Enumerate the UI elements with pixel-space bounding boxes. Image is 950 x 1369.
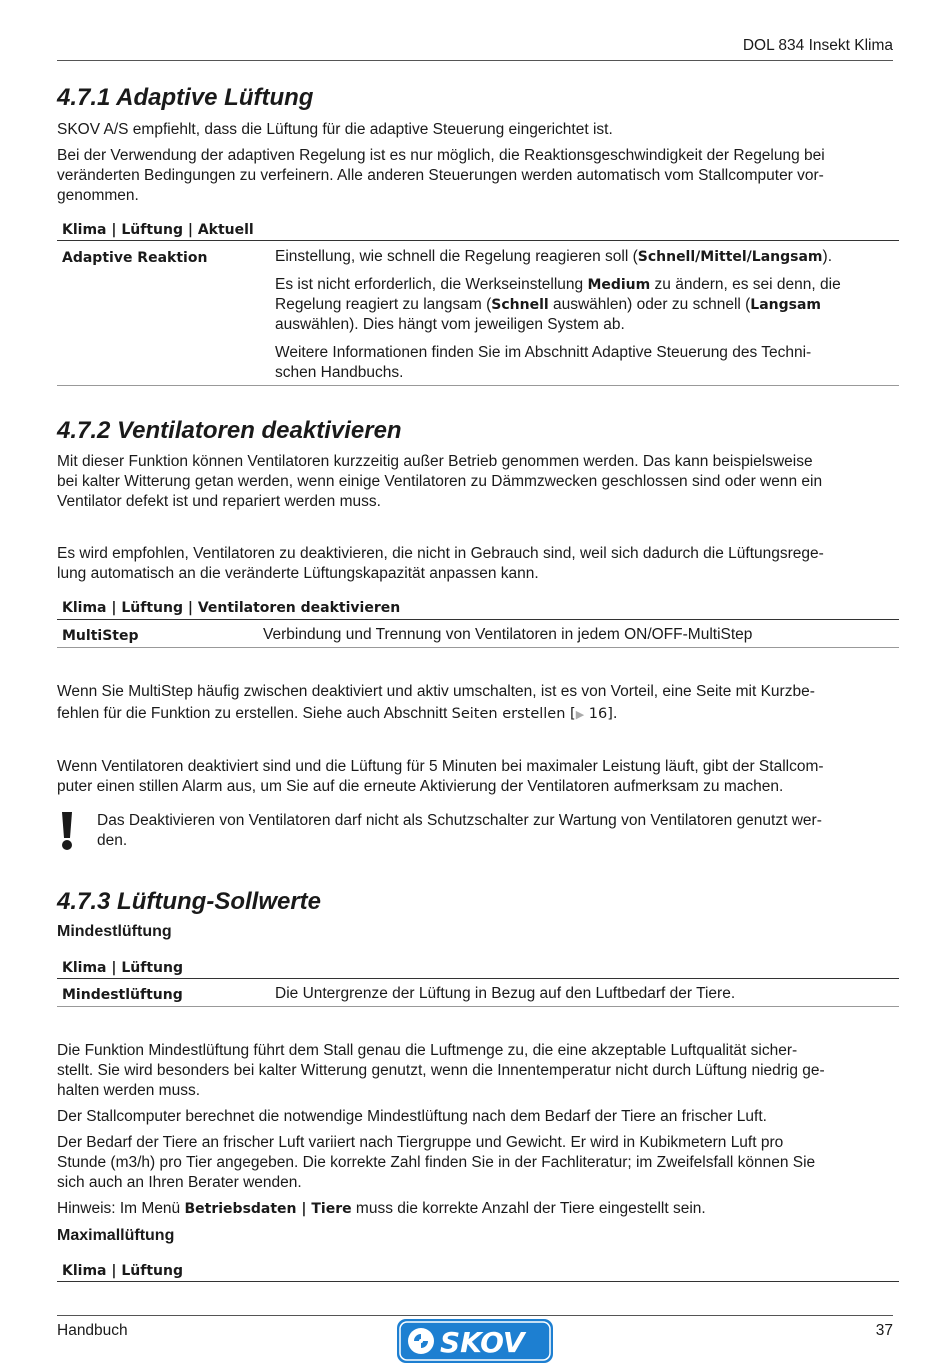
menu-path: Klima | Lüftung | Ventilatoren deaktivieren xyxy=(62,600,401,616)
table-term: Mindestlüftung xyxy=(62,987,183,1003)
paragraph xyxy=(57,682,899,725)
play-arrow-icon: ▶ xyxy=(575,708,585,721)
footer-divider xyxy=(57,1315,893,1316)
table-bottom-rule xyxy=(57,1006,899,1007)
text-line: bei kalter Witterung getan werden, wenn einige Ventilatoren zu Dämmzwecken geschlossen sind oder wenn ein xyxy=(57,473,823,490)
page-number: 37 xyxy=(875,1322,893,1339)
text-line: Einstellung, wie schnell die Regelung reagieren soll (Schnell/Mittel/Langsam). xyxy=(275,248,832,265)
section-heading-adaptive: 4.7.1 Adaptive Lüftung xyxy=(57,84,314,111)
warning-note xyxy=(97,811,897,851)
text-line: genommen. xyxy=(57,187,139,204)
text-line: Mit dieser Funktion können Ventilatoren kurzzeitig außer Betrieb genommen werden. Das kann beispielsweise xyxy=(57,453,813,470)
text-line: Stunde (m3/h) pro Tier angegeben. Die korrekte Zahl finden Sie in der Fachliteratur; im Zweifelsfall können Sie xyxy=(57,1154,816,1171)
table-term: MultiStep xyxy=(62,628,139,644)
text-line: schen Handbuchs. xyxy=(275,364,404,381)
text-line: stellt. Sie wird besonders bei kalter Witterung genutzt, wenn die Innentemperatur nicht durch Lüftung niedrig ge- xyxy=(57,1062,825,1079)
text-line: Wenn Sie MultiStep häufig zwischen deaktiviert und aktiv umschalten, ist es von Vorteil, eine Seite mit Kurzbe- xyxy=(57,683,815,700)
text-line: Ventilator defekt ist und repariert werden muss. xyxy=(57,493,381,510)
table-top-rule xyxy=(57,240,899,241)
menu-path: Klima | Lüftung xyxy=(62,960,183,976)
header-divider xyxy=(57,60,893,61)
text-line: Es wird empfohlen, Ventilatoren zu deaktivieren, die nicht in Gebrauch sind, weil sich dadurch die Lüftungsrege- xyxy=(57,545,824,562)
text-line: Es ist nicht erforderlich, die Werkseinstellung Medium zu ändern, es sei denn, die xyxy=(275,276,841,293)
svg-text:SKOV: SKOV xyxy=(440,1326,525,1359)
text-line: puter einen stillen Alarm aus, um Sie auf die erneute Aktivierung der Ventilatoren aufmerksam zu machen. xyxy=(57,778,784,795)
paragraph: Hinweis: Im Menü Betriebsdaten | Tiere muss die korrekte Anzahl der Tiere eingestellt sein. xyxy=(57,1200,706,1217)
skov-logo xyxy=(396,1318,554,1364)
text-line: Wenn Ventilatoren deaktiviert sind und die Lüftung für 5 Minuten bei maximaler Leistung läuft, gibt der Stallcom- xyxy=(57,758,824,775)
subheading-min-ventilation: Mindestlüftung xyxy=(57,923,172,940)
paragraph: SKOV A/S empfiehlt, dass die Lüftung für die adaptive Steuerung eingerichtet ist. xyxy=(57,121,613,138)
text-line: den. xyxy=(97,832,128,849)
paragraph xyxy=(57,1133,899,1193)
text-line: veränderten Bedingungen zu verfeinern. Alle anderen Steuerungen werden automatisch vom Stallcomputer vor- xyxy=(57,167,824,184)
text-line: Weitere Informationen finden Sie im Abschnitt Adaptive Steuerung des Techni- xyxy=(275,344,812,361)
table-description xyxy=(275,247,875,383)
text-line: Der Bedarf der Tiere an frischer Luft variiert nach Tiergruppe und Gewicht. Er wird in Kubikmetern Luft pro xyxy=(57,1134,784,1151)
text-line: lung automatisch an die veränderte Lüftungskapazität anpassen kann. xyxy=(57,565,539,582)
text-line: Regelung reagiert zu langsam (Schnell auswählen) oder zu schnell (Langsam xyxy=(275,296,822,313)
paragraph xyxy=(57,452,899,512)
paragraph xyxy=(57,146,899,206)
text-line: halten werden muss. xyxy=(57,1082,201,1099)
section-heading-setpoints: 4.7.3 Lüftung-Sollwerte xyxy=(57,888,322,915)
table-top-rule xyxy=(57,1281,899,1282)
text-line: fehlen für die Funktion zu erstellen. Siehe auch Abschnitt Seiten erstellen [▶ 16]. xyxy=(57,705,618,722)
paragraph xyxy=(57,544,899,584)
document-title: DOL 834 Insekt Klima xyxy=(742,37,893,54)
text-line: auswählen). Dies hängt vom jeweiligen System ab. xyxy=(275,316,625,333)
text-line: Das Deaktivieren von Ventilatoren darf nicht als Schutzschalter zur Wartung von Ventilatoren genutzt wer- xyxy=(97,812,822,829)
section-heading-fans: 4.7.2 Ventilatoren deaktivieren xyxy=(57,417,402,444)
cross-reference-link[interactable]: Seiten erstellen [▶ 16]. xyxy=(451,706,618,722)
table-description: Verbindung und Trennung von Ventilatoren in jedem ON/OFF-MultiStep xyxy=(263,626,753,643)
text-line: sich auch an Ihren Berater wenden. xyxy=(57,1174,302,1191)
subheading-max-ventilation: Maximallüftung xyxy=(57,1227,175,1244)
exclamation-warning-icon xyxy=(59,810,75,852)
text-line: Die Funktion Mindestlüftung führt dem Stall genau die Luftmenge zu, die eine akzeptable Luftqualität sicher- xyxy=(57,1042,798,1059)
table-top-rule xyxy=(57,978,899,979)
table-bottom-rule xyxy=(57,647,899,648)
table-description: Die Untergrenze der Lüftung in Bezug auf den Luftbedarf der Tiere. xyxy=(275,985,736,1002)
paragraph xyxy=(57,757,899,797)
table-top-rule xyxy=(57,619,899,620)
table-term: Adaptive Reaktion xyxy=(62,250,208,266)
table-bottom-rule xyxy=(57,385,899,386)
text-line: Bei der Verwendung der adaptiven Regelung ist es nur möglich, die Reaktionsgeschwindigkeit der Regelung bei xyxy=(57,147,825,164)
paragraph xyxy=(57,1041,899,1101)
paragraph: Der Stallcomputer berechnet die notwendige Mindestlüftung nach dem Bedarf der Tiere an frischer Luft. xyxy=(57,1108,767,1125)
menu-path: Klima | Lüftung xyxy=(62,1263,183,1279)
footer-label: Handbuch xyxy=(57,1322,128,1339)
menu-path: Klima | Lüftung | Aktuell xyxy=(62,222,254,238)
